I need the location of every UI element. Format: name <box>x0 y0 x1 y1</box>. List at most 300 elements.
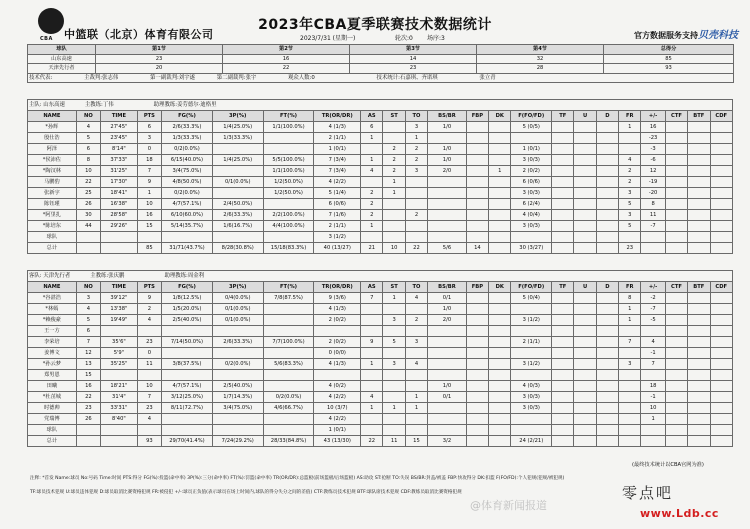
player-name: *谷湛浩 <box>28 293 77 304</box>
stat-cell: 2 <box>137 304 161 315</box>
stat-cell: 4 <box>137 315 161 326</box>
stat-cell <box>428 199 467 210</box>
stat-cell <box>552 232 574 243</box>
summary-cell: 山东高速 <box>28 54 96 64</box>
stat-cell: 37'33" <box>101 155 138 166</box>
stat-cell <box>688 326 710 337</box>
stat-cell: 7 <box>619 337 641 348</box>
stat-cell <box>489 392 511 403</box>
stat-cell: 3 (1/2) <box>314 232 361 243</box>
stat-cell: 11 <box>383 436 405 447</box>
stat-cell <box>137 370 161 381</box>
stat-cell: 4 <box>405 293 427 304</box>
stat-cell <box>665 425 687 436</box>
stat-cell <box>137 425 161 436</box>
stat-cell <box>361 177 383 188</box>
stat-cell <box>212 425 263 436</box>
summary-header-cell: 第3节 <box>350 45 477 55</box>
stat-cell <box>596 403 618 414</box>
stat-cell: 1 <box>361 403 383 414</box>
stat-cell: 1/0 <box>428 144 467 155</box>
stat-cell <box>665 315 687 326</box>
player-row <box>28 326 733 337</box>
stat-cell <box>665 155 687 166</box>
stat-cell <box>665 359 687 370</box>
stat-cell <box>552 392 574 403</box>
stat-cell: 2 <box>405 144 427 155</box>
stat-cell <box>688 144 710 155</box>
stat-cell <box>361 144 383 155</box>
player-row <box>28 436 733 447</box>
stat-cell: 31'25" <box>101 166 138 177</box>
stat-cell <box>428 133 467 144</box>
stat-cell <box>688 133 710 144</box>
stat-cell: 16'38" <box>101 199 138 210</box>
column-header: FG(%) <box>162 282 213 293</box>
stat-cell <box>665 370 687 381</box>
stat-cell <box>574 199 596 210</box>
stat-cell: 19'49" <box>101 315 138 326</box>
stat-cell: 4 (2/2) <box>314 392 361 403</box>
stat-cell <box>710 359 733 370</box>
stat-cell <box>263 348 314 359</box>
stat-cell <box>489 359 511 370</box>
stat-cell <box>641 243 665 254</box>
stat-cell: 3 (0/3) <box>511 188 552 199</box>
stat-cell: -2 <box>641 293 665 304</box>
stat-cell <box>641 326 665 337</box>
stat-cell <box>710 155 733 166</box>
summary-team-row <box>28 64 734 74</box>
stat-cell <box>428 232 467 243</box>
stat-cell: 1 <box>489 166 511 177</box>
stat-cell: -1 <box>641 392 665 403</box>
player-name: 张新宇 <box>28 188 77 199</box>
stat-cell: 10 <box>137 199 161 210</box>
stat-cell <box>489 199 511 210</box>
stat-cell <box>552 425 574 436</box>
stat-cell <box>710 348 733 359</box>
stat-cell: 7 <box>76 337 100 348</box>
stat-cell <box>665 326 687 337</box>
stat-cell: 1/0 <box>428 381 467 392</box>
player-name: *阿里扎 <box>28 210 77 221</box>
stat-cell <box>574 381 596 392</box>
summary-cell: 14 <box>350 54 477 64</box>
stat-cell <box>361 370 383 381</box>
stat-cell <box>596 326 618 337</box>
player-name: 总计 <box>28 436 77 447</box>
stat-cell <box>489 348 511 359</box>
stat-cell: 15/18(83.3%) <box>263 243 314 254</box>
stat-cell <box>383 348 405 359</box>
stat-cell: 2/6(33.3%) <box>212 210 263 221</box>
player-name: *赖俊豪 <box>28 315 77 326</box>
stat-cell <box>574 315 596 326</box>
stat-cell <box>76 232 100 243</box>
stat-cell: 12 <box>76 348 100 359</box>
stat-cell <box>688 232 710 243</box>
column-header: ST <box>383 282 405 293</box>
stat-cell <box>710 210 733 221</box>
stat-cell <box>263 370 314 381</box>
stat-cell: 3/8(37.5%) <box>162 359 213 370</box>
stat-cell <box>361 414 383 425</box>
column-header: +/- <box>641 282 665 293</box>
stat-cell: 2 <box>383 166 405 177</box>
stat-cell <box>665 392 687 403</box>
stat-cell: 26 <box>76 199 100 210</box>
stat-cell: 18'21" <box>101 381 138 392</box>
stat-cell <box>574 210 596 221</box>
stat-cell: 4 (1/3) <box>314 122 361 133</box>
stat-cell: 10 <box>383 243 405 254</box>
stat-cell: 5 <box>619 221 641 232</box>
stat-cell: 2 <box>405 210 427 221</box>
stat-cell: 2 <box>361 188 383 199</box>
stat-cell: 0/1(0.0%) <box>212 304 263 315</box>
stat-cell: 23 <box>76 403 100 414</box>
stat-cell: 39'12" <box>101 293 138 304</box>
stat-cell <box>552 293 574 304</box>
stat-cell: 8/28(30.8%) <box>212 243 263 254</box>
stat-cell: 8'14" <box>101 144 138 155</box>
stat-cell: 4 <box>76 304 100 315</box>
stat-cell <box>405 326 427 337</box>
stat-cell: 1 <box>641 414 665 425</box>
stat-cell: 7 <box>361 293 383 304</box>
player-row <box>28 221 733 232</box>
player-row <box>28 425 733 436</box>
stat-cell <box>101 232 138 243</box>
team2-stats-table <box>27 270 733 447</box>
stat-cell <box>466 177 488 188</box>
stat-cell <box>263 133 314 144</box>
stat-cell <box>596 232 618 243</box>
stat-cell <box>263 199 314 210</box>
stat-cell: 23 <box>137 337 161 348</box>
stat-cell <box>466 199 488 210</box>
stat-cell <box>101 370 138 381</box>
stat-cell <box>361 304 383 315</box>
column-header: NAME <box>28 111 77 122</box>
stat-cell: 27'45" <box>101 122 138 133</box>
stat-cell <box>596 221 618 232</box>
stat-cell: 2/0 <box>428 315 467 326</box>
stat-cell: 3/2 <box>428 436 467 447</box>
stat-cell <box>688 315 710 326</box>
stat-cell: 1 <box>619 304 641 315</box>
stat-cell: 6/10(60.0%) <box>162 210 213 221</box>
stat-cell <box>428 403 467 414</box>
stat-cell <box>710 326 733 337</box>
stat-cell <box>574 425 596 436</box>
stat-cell <box>383 210 405 221</box>
stat-cell: 1 <box>619 315 641 326</box>
stat-cell: 31'4" <box>101 392 138 403</box>
stat-cell <box>466 188 488 199</box>
stat-cell: 8 <box>641 199 665 210</box>
stat-cell <box>405 381 427 392</box>
stat-cell <box>383 414 405 425</box>
stat-cell <box>552 133 574 144</box>
stat-cell: 0/2(0.0%) <box>162 188 213 199</box>
stat-cell: 2/5(40.0%) <box>212 381 263 392</box>
organization-name: 中篮联（北京）体育有限公司 <box>64 28 214 41</box>
stat-cell: 2/4(50.0%) <box>212 199 263 210</box>
column-header: NAME <box>28 282 77 293</box>
stat-cell <box>665 210 687 221</box>
stat-cell: 1 <box>383 188 405 199</box>
faded-watermark: @体育新闻报道 <box>470 499 547 512</box>
player-name: 马鹏豹 <box>28 177 77 188</box>
stat-cell <box>710 403 733 414</box>
stat-cell <box>428 188 467 199</box>
stat-cell: 1 <box>361 359 383 370</box>
stat-cell: 4 (2/2) <box>314 414 361 425</box>
column-header: PTS <box>137 282 161 293</box>
column-header: TF <box>552 111 574 122</box>
stat-cell: 10 <box>76 166 100 177</box>
stat-cell: 10 <box>641 403 665 414</box>
stat-cell <box>641 425 665 436</box>
stat-cell <box>212 232 263 243</box>
provider-brand: 贝壳科技 <box>698 30 738 41</box>
summary-header-cell: 总得分 <box>604 45 734 55</box>
stat-cell: 35'6" <box>101 337 138 348</box>
stat-cell: 16 <box>76 381 100 392</box>
stat-cell <box>552 326 574 337</box>
stat-cell <box>466 392 488 403</box>
stat-cell <box>466 122 488 133</box>
player-row <box>28 243 733 254</box>
stat-cell <box>263 144 314 155</box>
stat-cell <box>574 122 596 133</box>
stat-cell <box>665 414 687 425</box>
stat-cell: 93 <box>137 436 161 447</box>
column-header: TF <box>552 282 574 293</box>
player-row <box>28 315 733 326</box>
player-row <box>28 370 733 381</box>
column-header: D <box>596 111 618 122</box>
stat-cell: 3 (0/3) <box>511 221 552 232</box>
stat-cell <box>641 370 665 381</box>
stat-cell <box>489 293 511 304</box>
column-header: FBP <box>466 111 488 122</box>
player-row <box>28 166 733 177</box>
round: 轮次:0 <box>395 35 413 42</box>
stat-cell <box>710 425 733 436</box>
column-header: F(FO/FD) <box>511 111 552 122</box>
stat-cell <box>619 436 641 447</box>
stat-cell <box>596 293 618 304</box>
stat-cell: 29'26" <box>101 221 138 232</box>
game-date: 2023/7/31 (星期一) <box>300 35 356 42</box>
stat-cell <box>552 304 574 315</box>
stat-cell <box>710 243 733 254</box>
stat-cell <box>212 166 263 177</box>
player-row <box>28 177 733 188</box>
stat-cell: -6 <box>641 155 665 166</box>
stat-cell: 2 (0/2) <box>314 315 361 326</box>
player-name: 党瑞博 <box>28 414 77 425</box>
stat-cell <box>596 133 618 144</box>
stat-cell: 2 <box>619 166 641 177</box>
stat-cell <box>574 188 596 199</box>
stat-cell: 3 <box>137 133 161 144</box>
summary-cell: 20 <box>96 64 223 74</box>
stat-cell <box>665 403 687 414</box>
stat-cell <box>688 359 710 370</box>
stat-cell <box>405 232 427 243</box>
stat-cell <box>489 243 511 254</box>
stat-cell <box>710 392 733 403</box>
stat-cell: 4/7(57.1%) <box>162 381 213 392</box>
summary-cell: 32 <box>477 54 604 64</box>
stat-cell <box>574 133 596 144</box>
stat-cell <box>466 425 488 436</box>
stat-cell: 4 (1/3) <box>314 359 361 370</box>
stat-cell: 2 <box>619 177 641 188</box>
column-header: CDF <box>710 111 733 122</box>
stat-cell: 5 <box>619 199 641 210</box>
column-header: BS/BR <box>428 282 467 293</box>
column-header: TR(OR/DR) <box>314 111 361 122</box>
stat-cell <box>596 425 618 436</box>
stat-cell: 6 <box>76 326 100 337</box>
stat-cell <box>665 188 687 199</box>
stat-cell <box>552 381 574 392</box>
player-name: 王一方 <box>28 326 77 337</box>
stat-cell <box>619 348 641 359</box>
player-name: 总计 <box>28 243 77 254</box>
stat-cell <box>641 232 665 243</box>
stat-cell <box>574 348 596 359</box>
stat-cell: 44 <box>76 221 100 232</box>
stat-cell <box>428 425 467 436</box>
stat-cell <box>212 144 263 155</box>
stat-cell: 1/4(25.0%) <box>212 122 263 133</box>
stat-cell <box>137 232 161 243</box>
column-header: D <box>596 282 618 293</box>
stat-cell: 28'58" <box>101 210 138 221</box>
player-name: 球队 <box>28 425 77 436</box>
stat-cell: 1/6(16.7%) <box>212 221 263 232</box>
stat-cell: 7 <box>137 392 161 403</box>
stat-cell: 1 <box>137 188 161 199</box>
stat-cell: 1 (0/1) <box>314 144 361 155</box>
stat-cell: 3 (0/3) <box>511 155 552 166</box>
stat-cell <box>688 243 710 254</box>
stat-cell <box>710 199 733 210</box>
stat-cell <box>665 348 687 359</box>
stat-cell: 0 <box>137 348 161 359</box>
stat-cell: 1/0 <box>428 155 467 166</box>
stat-cell: 4 <box>361 392 383 403</box>
stat-cell <box>710 188 733 199</box>
stat-cell <box>212 188 263 199</box>
stat-cell: 10 <box>137 381 161 392</box>
stat-cell <box>552 414 574 425</box>
stat-cell: 5/14(35.7%) <box>162 221 213 232</box>
stat-cell <box>619 370 641 381</box>
player-row <box>28 155 733 166</box>
stat-cell <box>511 348 552 359</box>
stat-cell: 15 <box>76 370 100 381</box>
summary-cell: 28 <box>477 64 604 74</box>
column-header: TR(OR/DR) <box>314 282 361 293</box>
stat-cell: 4/6(66.7%) <box>263 403 314 414</box>
team1-info-row: 主队: 山东高速 主教练:丁伟 助理教练:姜劳德尔·迪格里 <box>28 100 733 111</box>
stat-cell: 1/1(100.0%) <box>263 122 314 133</box>
stat-cell <box>619 392 641 403</box>
player-row <box>28 293 733 304</box>
stat-cell <box>574 370 596 381</box>
stat-cell <box>665 337 687 348</box>
stat-cell <box>383 392 405 403</box>
stat-cell <box>405 199 427 210</box>
stat-cell <box>212 370 263 381</box>
stat-cell <box>688 122 710 133</box>
stat-cell <box>489 177 511 188</box>
player-name: *陶汉林 <box>28 166 77 177</box>
stat-cell: 1/4(25.0%) <box>212 155 263 166</box>
stat-cell <box>688 166 710 177</box>
stat-cell: 2/0 <box>428 166 467 177</box>
stat-cell <box>596 315 618 326</box>
stat-cell <box>263 315 314 326</box>
stat-cell <box>428 177 467 188</box>
stat-cell <box>596 392 618 403</box>
team1-stats-table <box>27 99 733 254</box>
stat-cell <box>489 315 511 326</box>
stat-cell: 12 <box>641 166 665 177</box>
stat-cell <box>511 304 552 315</box>
stat-cell: 0 (0/0) <box>314 348 361 359</box>
column-header: NO <box>76 282 100 293</box>
stat-cell: 0/1(0.0%) <box>212 315 263 326</box>
stat-cell: 2 <box>383 144 405 155</box>
stat-cell <box>428 370 467 381</box>
stat-cell: 18 <box>137 155 161 166</box>
stat-cell: 2 (1/1) <box>314 133 361 144</box>
player-row <box>28 144 733 155</box>
stat-cell: 4 (0/3) <box>511 381 552 392</box>
stat-cell: 2/6(33.3%) <box>212 337 263 348</box>
stat-cell: 5/6 <box>428 243 467 254</box>
stat-cell <box>263 414 314 425</box>
stat-cell <box>552 403 574 414</box>
stat-cell <box>489 425 511 436</box>
stat-cell <box>511 370 552 381</box>
stat-cell <box>596 122 618 133</box>
summary-header-cell: 第4节 <box>477 45 604 55</box>
column-header: U <box>574 111 596 122</box>
stat-cell <box>688 293 710 304</box>
player-name: *杜茁城 <box>28 392 77 403</box>
stat-cell <box>383 326 405 337</box>
stat-cell <box>688 381 710 392</box>
player-name: *侯沛佐 <box>28 155 77 166</box>
stat-cell: 3/4(75.0%) <box>162 166 213 177</box>
stat-cell <box>688 337 710 348</box>
stat-cell <box>688 425 710 436</box>
stat-cell <box>383 370 405 381</box>
stat-cell <box>574 392 596 403</box>
stat-cell <box>596 436 618 447</box>
stat-cell: -23 <box>641 133 665 144</box>
player-row <box>28 359 733 370</box>
